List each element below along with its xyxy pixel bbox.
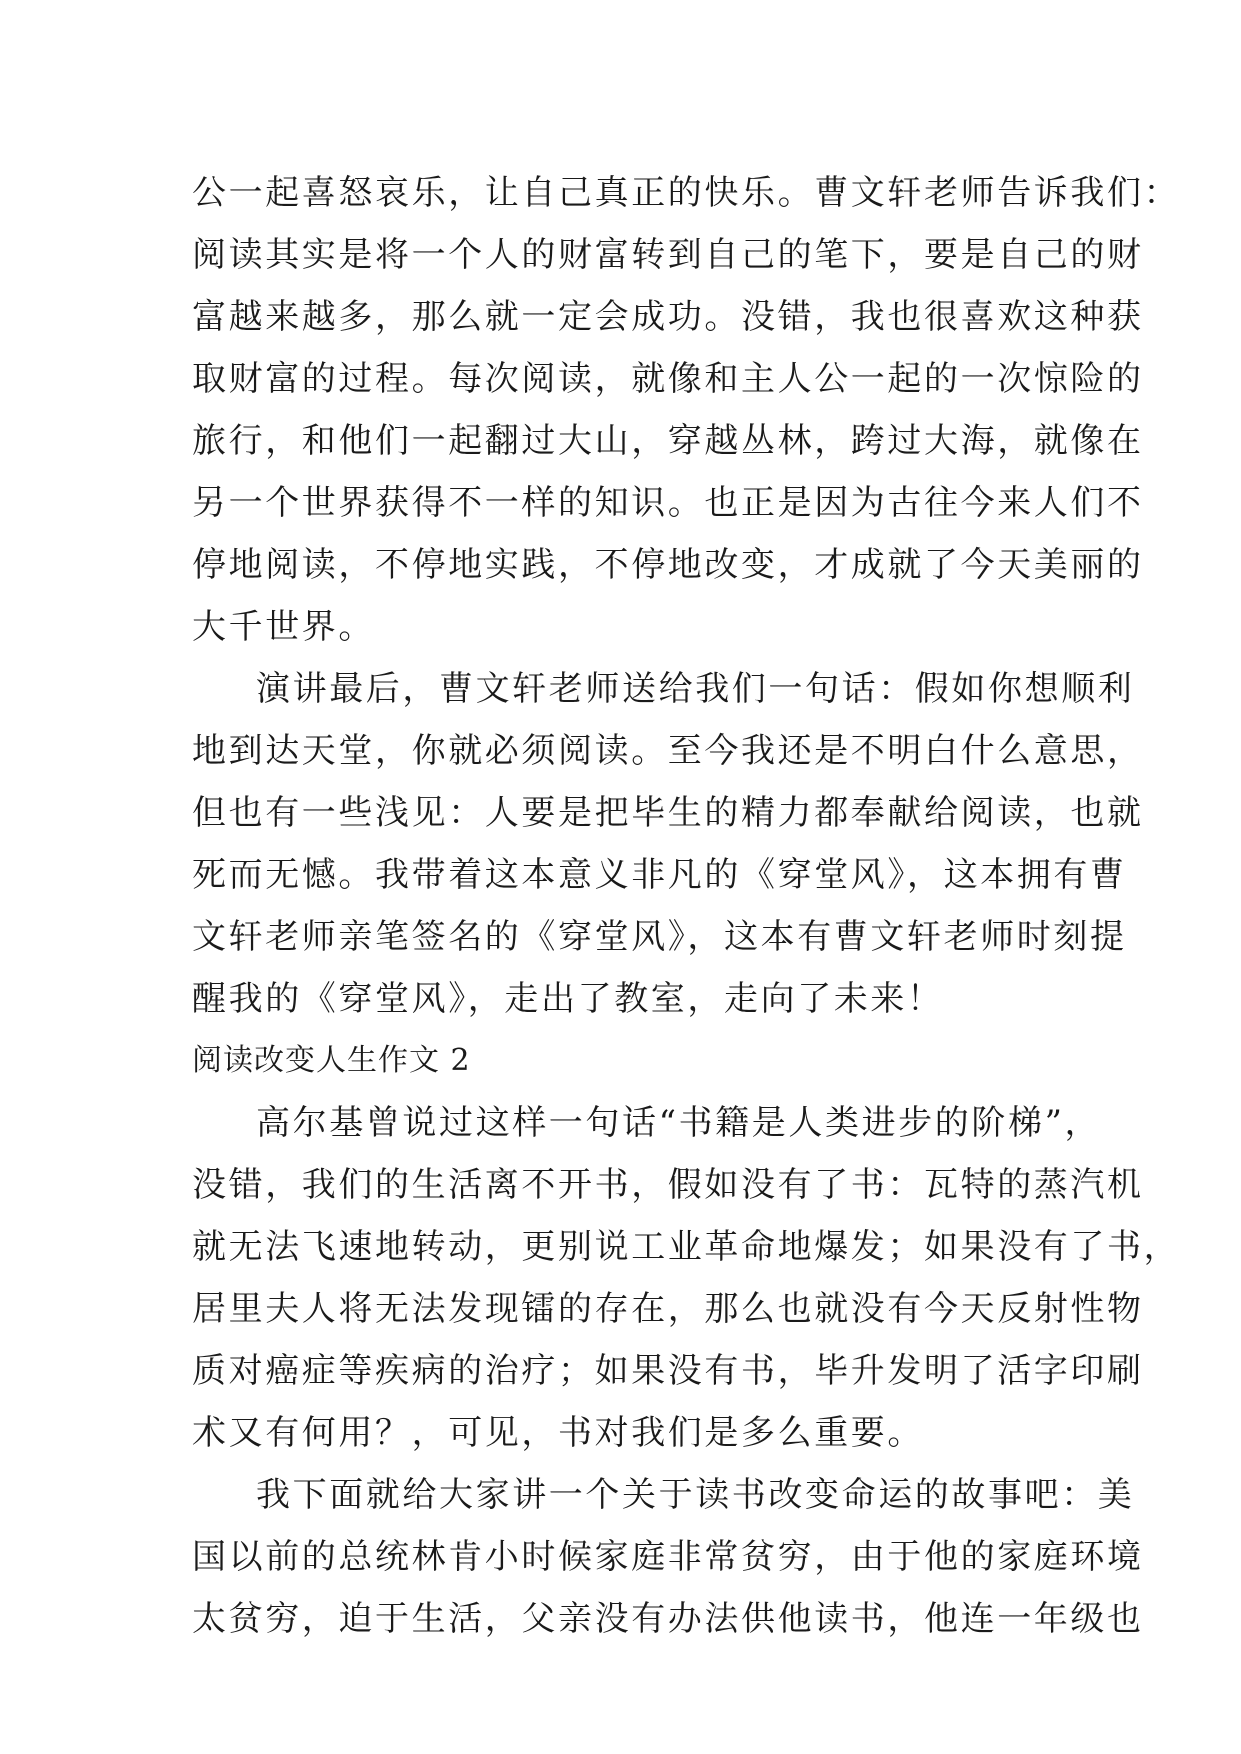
- document-body: [192, 162, 1181, 1650]
- text-line: 就无法飞速地转动，更别说工业革命地爆发；如果没有了书，: [192, 1227, 1181, 1267]
- text-line: 但也有一些浅见：人要是把毕生的精力都奉献给阅读，也就: [192, 793, 1144, 833]
- text-line: 死而无憾。我带着这本意义非凡的《穿堂风》，这本拥有曹: [192, 855, 1127, 895]
- text-line: 质对癌症等疾病的治疗；如果没有书，毕升发明了活字印刷: [192, 1351, 1144, 1391]
- section-heading: 阅读改变人生作文 2: [192, 1043, 471, 1078]
- text-line: 没错，我们的生活离不开书，假如没有了书：瓦特的蒸汽机: [192, 1165, 1144, 1205]
- text-line: 高尔基曾说过这样一句话“书籍是人类进步的阶梯”，: [256, 1103, 1102, 1143]
- text-line: 富越来越多，那么就一定会成功。没错，我也很喜欢这种获: [192, 297, 1144, 337]
- text-line: 文轩老师亲笔签名的《穿堂风》，这本有曹文轩老师时刻提: [192, 917, 1127, 957]
- text-line: 太贫穷，迫于生活，父亲没有办法供他读书，他连一年级也: [192, 1599, 1144, 1639]
- text-line: 另一个世界获得不一样的知识。也正是因为古往今来人们不: [192, 483, 1144, 523]
- text-line: 停地阅读，不停地实践，不停地改变，才成就了今天美丽的: [192, 545, 1144, 585]
- text-line: 阅读其实是将一个人的财富转到自己的笔下，要是自己的财: [192, 235, 1144, 275]
- text-line: 地到达天堂，你就必须阅读。至今我还是不明白什么意思，: [192, 731, 1144, 771]
- text-line: 演讲最后，曹文轩老师送给我们一句话：假如你想顺利: [256, 669, 1135, 709]
- paragraph: [192, 658, 1144, 1030]
- text-line: 我下面就给大家讲一个关于读书改变命运的故事吧：美: [256, 1475, 1135, 1515]
- text-line: 术又有何用？，可见，书对我们是多么重要。: [192, 1413, 924, 1453]
- paragraph: [192, 1092, 1181, 1464]
- text-line: 取财富的过程。每次阅读，就像和主人公一起的一次惊险的: [192, 359, 1144, 399]
- text-line: 醒我的《穿堂风》，走出了教室，走向了未来！: [192, 979, 944, 1019]
- paragraph: [192, 162, 1181, 658]
- text-line: 大千世界。: [192, 607, 375, 647]
- paragraph: [192, 1464, 1144, 1650]
- text-line: 居里夫人将无法发现镭的存在，那么也就没有今天反射性物: [192, 1289, 1144, 1329]
- text-line: 国以前的总统林肯小时候家庭非常贫穷，由于他的家庭环境: [192, 1537, 1144, 1577]
- text-line: 公一起喜怒哀乐，让自己真正的快乐。曹文轩老师告诉我们：: [192, 173, 1181, 213]
- text-line: 旅行，和他们一起翻过大山，穿越丛林，跨过大海，就像在: [192, 421, 1144, 461]
